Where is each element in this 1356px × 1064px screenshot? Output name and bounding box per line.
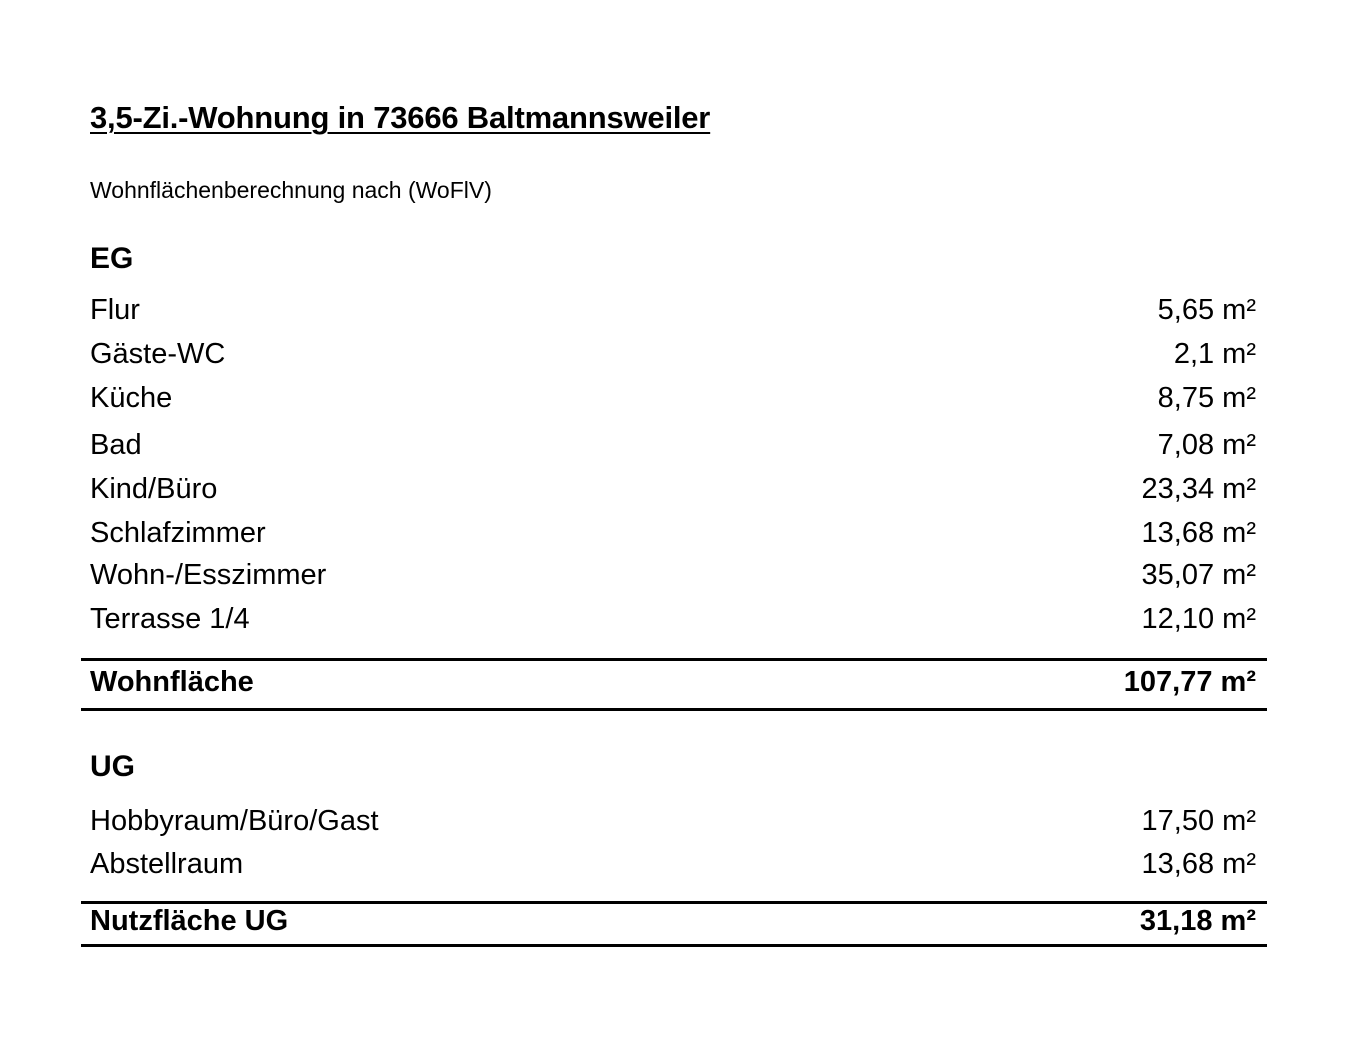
room-row [90, 294, 1256, 334]
room-area: 12,10 m² [1141, 603, 1256, 635]
room-area: 35,07 m² [1141, 559, 1256, 591]
room-row [90, 848, 1256, 888]
room-area: 13,68 m² [1141, 517, 1256, 549]
room-label: Schlafzimmer [90, 517, 266, 549]
total-area: 107,77 m² [1123, 666, 1256, 698]
room-label: Küche [90, 382, 173, 414]
room-row [90, 338, 1256, 378]
room-area: 13,68 m² [1141, 848, 1256, 880]
room-row [90, 805, 1256, 845]
room-label: Abstellraum [90, 848, 244, 880]
room-area: 7,08 m² [1157, 429, 1256, 461]
total-label: Nutzfläche UG [90, 905, 289, 937]
section-heading-eg: EG [90, 242, 134, 275]
room-area: 2,1 m² [1173, 338, 1256, 370]
total-top-rule [81, 901, 1267, 904]
room-label: Flur [90, 294, 140, 326]
total-label: Wohnfläche [90, 666, 254, 698]
document-subtitle: Wohnflächenberechnung nach (WoFlV) [90, 177, 492, 203]
total-row-wohnflaeche [90, 666, 1256, 706]
total-top-rule [81, 658, 1267, 661]
total-row-nutzflaeche [90, 905, 1256, 945]
room-row [90, 517, 1256, 557]
total-bottom-rule [81, 708, 1267, 711]
total-bottom-rule [81, 944, 1267, 947]
total-area: 31,18 m² [1139, 905, 1256, 937]
room-label: Hobbyraum/Büro/Gast [90, 805, 379, 837]
room-label: Bad [90, 429, 142, 461]
room-row [90, 473, 1256, 513]
room-row [90, 429, 1256, 469]
room-area: 8,75 m² [1157, 382, 1256, 414]
room-label: Terrasse 1/4 [90, 603, 250, 635]
room-row [90, 603, 1256, 643]
room-row [90, 559, 1256, 599]
room-area: 23,34 m² [1141, 473, 1256, 505]
section-heading-ug: UG [90, 750, 135, 783]
document-title: 3,5-Zi.-Wohnung in 73666 Baltmannsweiler [90, 100, 711, 135]
room-label: Kind/Büro [90, 473, 218, 505]
room-row [90, 382, 1256, 422]
room-area: 17,50 m² [1141, 805, 1256, 837]
room-label: Gäste-WC [90, 338, 226, 370]
room-area: 5,65 m² [1157, 294, 1256, 326]
room-label: Wohn-/Esszimmer [90, 559, 327, 591]
